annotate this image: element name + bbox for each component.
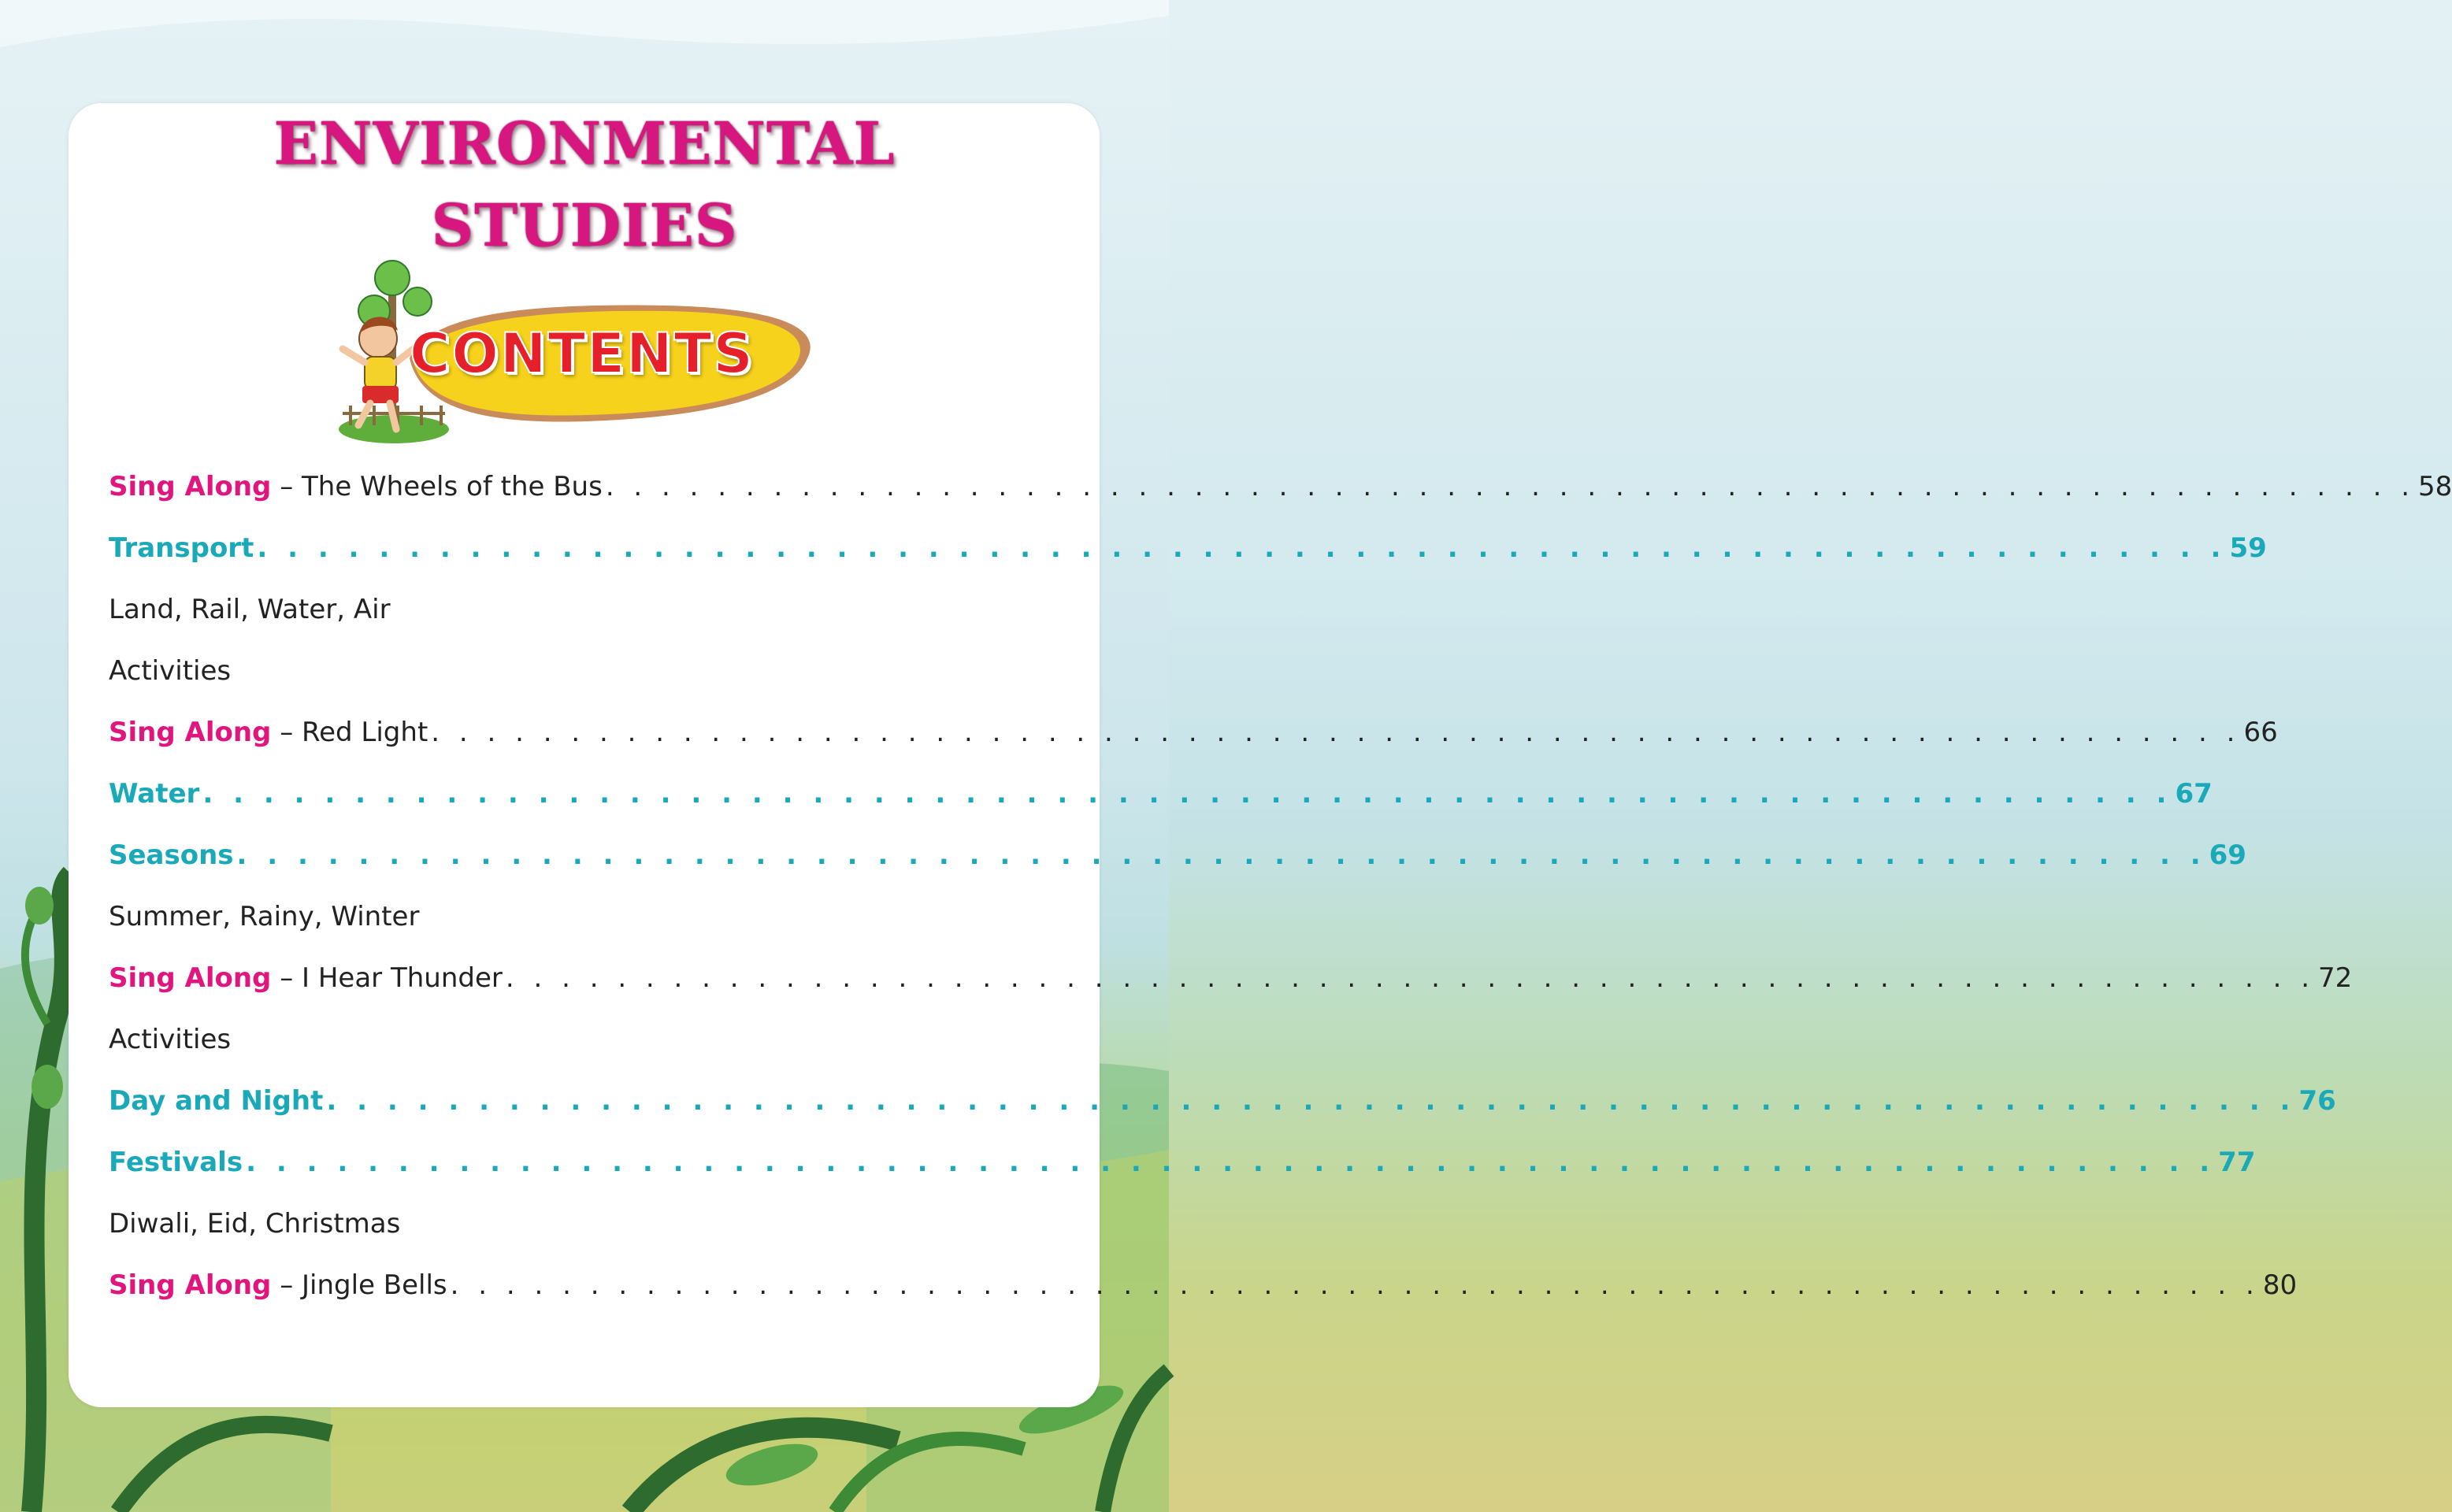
sing-along-label: Sing Along [109,717,272,748]
dot-leader: . . . . . . . . . . . . . . . . . . . . . . . . . . . . . . . . . . . . . . . . . . . . . . . . . . . . . . . . . . . . . . . . . [326,1085,2296,1117]
toc-activities: Activities [109,655,232,687]
dot-leader: . . . . . . . . . . . . . . . . . . . . . . . . . . . . . . . . . . . . . . . . . . . . . . . . . . . . . . . . . . . . . . . . . [505,962,2316,994]
book-title-line2: STUDIES [431,192,738,260]
page-number: 66 [2243,717,2278,748]
toc-entry-jingle-bells: Sing Along – Jingle Bells . . . . . . . . . . . . . . . . . . . . . . . . . . . . . . . . . . . . . . . . . . . . . . . . . . . . . . . . . . . . . . . . . 80 [109,1269,2298,1301]
toc-entry-wheels-of-the-bus: Sing Along – The Wheels of the Bus . . . . . . . . . . . . . . . . . . . . . . . . . . . . . . . . . . . . . . . . . . . . . . . . . . . . . . . . . . . . . . . . . 58 [109,471,2452,502]
page-number: 58 [2418,471,2452,502]
toc-entry-day-and-night [109,1085,2336,1147]
page-number: 59 [2229,532,2267,564]
entry-title: Seasons [109,839,234,871]
entry-title: Jingle Bells [302,1269,447,1301]
page-number: 77 [2218,1147,2256,1178]
sing-along-label: Sing Along [109,471,272,502]
toc-entry-red-light: Sing Along – Red Light . . . . . . . . . . . . . . . . . . . . . . . . . . . . . . . . . . . . . . . . . . . . . . . . . . . . . . . . . . . . . . . . . 66 [109,717,2278,748]
dot-leader: . . . . . . . . . . . . . . . . . . . . . . . . . . . . . . . . . . . . . . . . . . . . . . . . . . . . . . . . . . . . . . . . . [246,1147,2216,1178]
dot-leader: . . . . . . . . . . . . . . . . . . . . . . . . . . . . . . . . . . . . . . . . . . . . . . . . . . . . . . . . . . . . . . . . . [450,1269,2260,1301]
page-number: 72 [2318,962,2353,994]
entry-title: Day and Night [109,1085,324,1117]
toc-entry-transport [109,532,2267,594]
dot-leader: . . . . . . . . . . . . . . . . . . . . . . . . . . . . . . . . . . . . . . . . . . . . . . . . . . . . . . . . . . . . . . . . . [202,778,2172,810]
toc-entry-seasons [109,839,2246,901]
table-of-contents [109,471,2452,1331]
book-title-line1: ENVIRONMENTAL [273,110,896,178]
toc-subtopics-transport: Land, Rail, Water, Air [109,594,391,625]
contents-heading: CONTENTS [410,321,755,386]
dot-leader: . . . . . . . . . . . . . . . . . . . . . . . . . . . . . . . . . . . . . . . . . . . . . . . . . . . . . . . . . . . . . . . . . [605,471,2415,502]
sing-along-label: Sing Along [109,962,272,994]
entry-title: Festivals [109,1147,243,1178]
toc-entry-water [109,778,2213,839]
toc-subtopics-seasons: Summer, Rainy, Winter [109,901,420,932]
toc-activities: Activities [109,1024,232,1055]
toc-entry-festivals [109,1147,2256,1208]
entry-title: The Wheels of the Bus [302,471,603,502]
entry-title: Transport [109,532,254,564]
dot-leader: . . . . . . . . . . . . . . . . . . . . . . . . . . . . . . . . . . . . . . . . . . . . . . . . . . . . . . . . . . . . . . . . . [257,532,2227,564]
entry-title: Water [109,778,200,810]
toc-entry-i-hear-thunder: Sing Along – I Hear Thunder . . . . . . . . . . . . . . . . . . . . . . . . . . . . . . . . . . . . . . . . . . . . . . . . . . . . . . . . . . . . . . . . . 72 [109,962,2353,994]
entry-title: I Hear Thunder [302,962,503,994]
dot-leader: . . . . . . . . . . . . . . . . . . . . . . . . . . . . . . . . . . . . . . . . . . . . . . . . . . . . . . . . . . . . . . . . . [236,839,2206,871]
dot-leader: . . . . . . . . . . . . . . . . . . . . . . . . . . . . . . . . . . . . . . . . . . . . . . . . . . . . . . . . . . . . . . . . . [431,717,2241,748]
page-number: 67 [2175,778,2213,810]
toc-subtopics-festivals: Diwali, Eid, Christmas [109,1208,401,1240]
entry-title: Red Light [302,717,428,748]
sing-along-label: Sing Along [109,1269,272,1301]
page-number: 69 [2209,839,2246,871]
page-number: 76 [2298,1085,2336,1117]
page-number: 80 [2262,1269,2298,1301]
